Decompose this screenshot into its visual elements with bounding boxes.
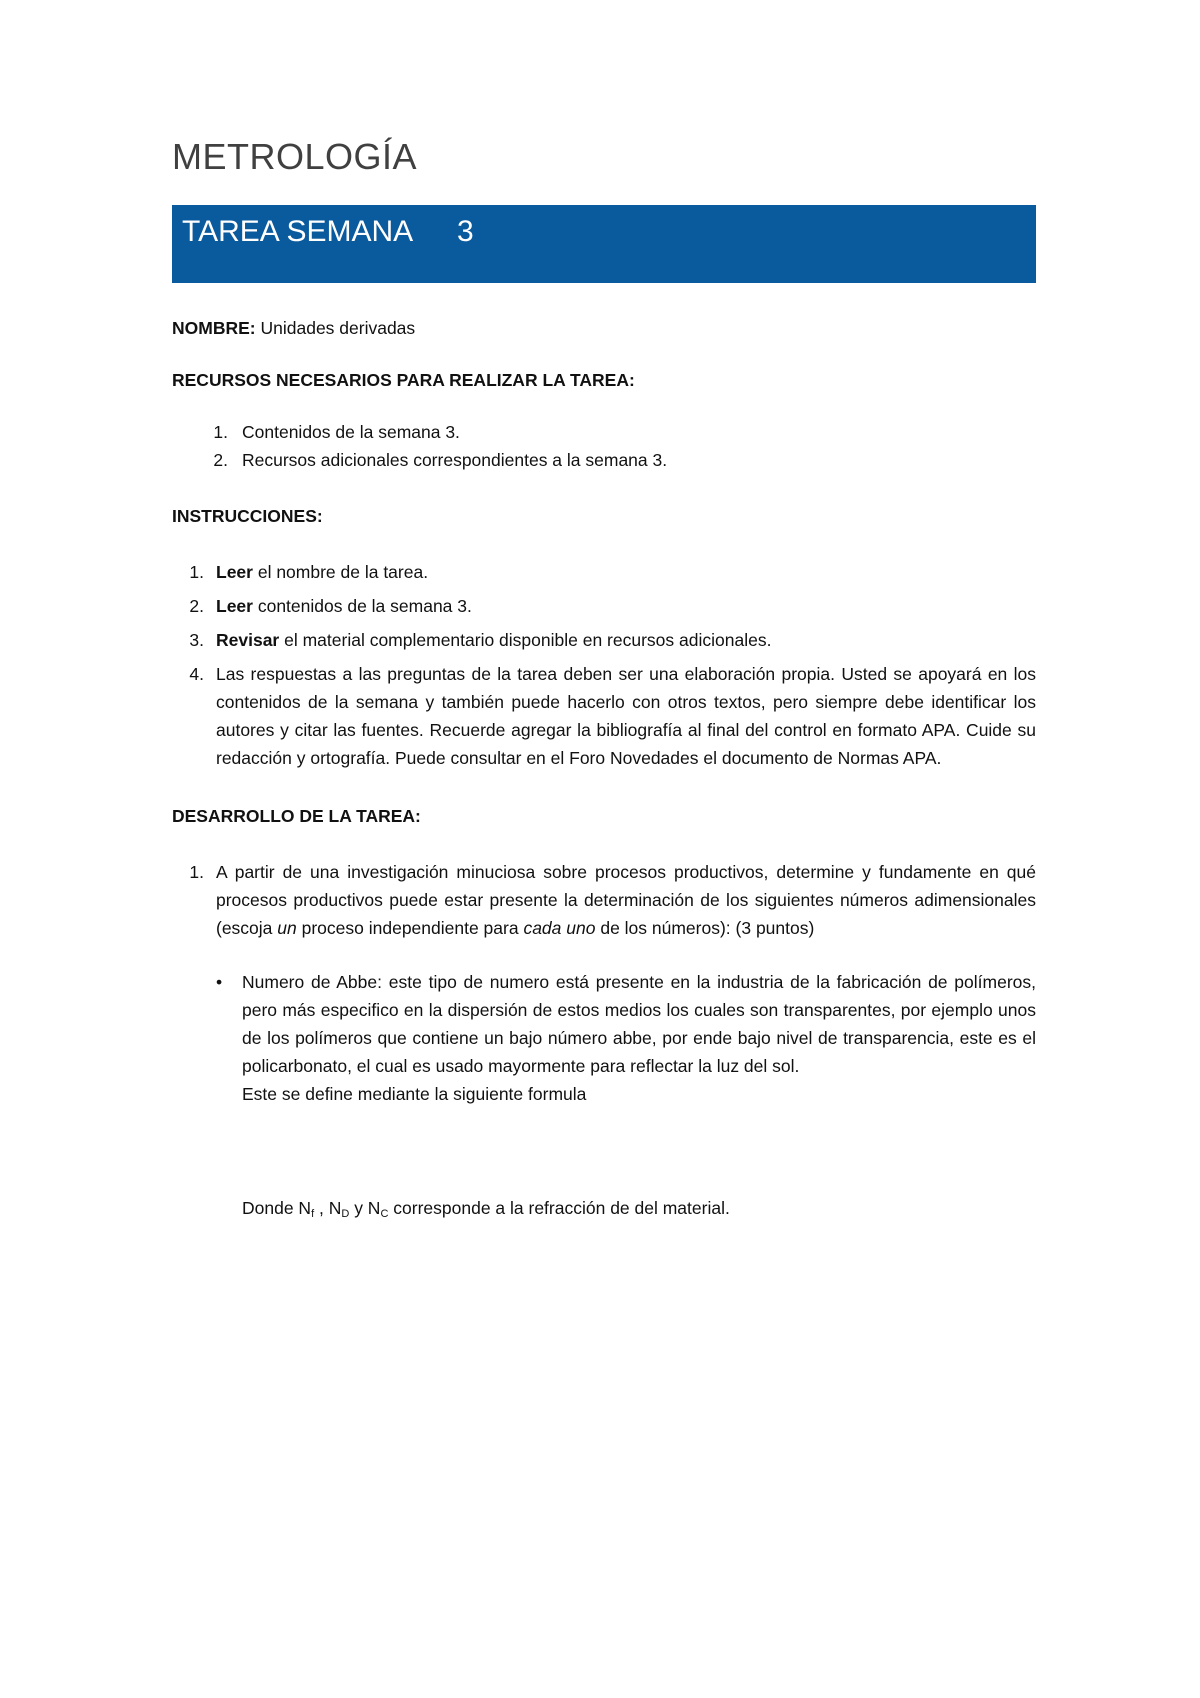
list-number: 4. <box>189 664 204 684</box>
recursos-list <box>172 418 1036 474</box>
explanation-text: , N <box>314 1198 342 1218</box>
question-text-part: proceso independiente para <box>296 918 524 938</box>
document-body <box>172 314 1036 1228</box>
nombre-label: NOMBRE: <box>172 318 256 338</box>
question-text-emphasis: un <box>277 918 297 938</box>
question-item <box>172 858 1036 942</box>
list-number: 1. <box>189 862 204 882</box>
list-item-text: Las respuestas a las preguntas de la tarea deben ser una elaboración propia. Usted se apoyará en los contenidos de la semana y también puede hacerlo con otros textos, pero siempre debe identificar los autores y citar las fuentes. Recuerde agregar la bibliografía al final del control en formato APA. Cuide su redacción y ortografía. Puede consultar en el Foro Novedades el documento de Normas APA. <box>216 664 1036 768</box>
subscript-f: f <box>311 1208 315 1220</box>
list-item-text: el nombre de la tarea. <box>252 562 429 582</box>
list-item <box>172 446 1036 474</box>
answer-text: Numero de Abbe: este tipo de numero está presente en la industria de la fabricación de polímeros, pero más especifico en la dispersión de estos medios los cuales son transparentes, por ejemplo unos de los polímeros que contiene un bajo número abbe, por ende bajo nivel de transparencia, este es el policarbonato, el cual es usado mayormente para reflectar la luz del sol. <box>242 972 1036 1076</box>
list-item <box>172 626 1036 654</box>
explanation-text: Donde N <box>242 1198 312 1218</box>
assignment-banner <box>172 205 1036 283</box>
explanation-text: y N <box>349 1198 381 1218</box>
list-item-text: Contenidos de la semana 3. <box>242 422 460 442</box>
formula-intro: Este se define mediante la siguiente formula <box>242 1084 587 1104</box>
explanation-text: corresponde a la refracción de del material. <box>388 1198 730 1218</box>
list-item <box>172 660 1036 772</box>
list-item <box>172 418 1036 446</box>
bullet-icon: • <box>216 972 223 992</box>
list-number: 2. <box>189 596 204 616</box>
instrucciones-list <box>172 558 1036 772</box>
list-number: 1. <box>189 562 204 582</box>
desarrollo-heading: DESARROLLO DE LA TAREA: <box>172 806 421 826</box>
list-item <box>172 592 1036 620</box>
subscript-c: C <box>380 1208 389 1220</box>
formula-explanation <box>172 1194 1036 1228</box>
nombre-value: Unidades derivadas <box>260 318 416 338</box>
list-item <box>172 558 1036 586</box>
answer-bullet <box>172 968 1036 1108</box>
list-item-text: el material complementario disponible en recursos adicionales. <box>279 630 772 650</box>
list-item-verb: Revisar <box>216 630 280 650</box>
list-number: 3. <box>189 630 204 650</box>
banner-week-number: 3 <box>457 215 474 248</box>
question-text-part: A partir de una investigación minuciosa sobre procesos productivos, determine y fundamente en qué procesos productivos puede estar presente la determinación de los siguientes números adimensionales (escoja <box>216 862 1036 938</box>
instrucciones-heading: INSTRUCCIONES: <box>172 506 323 526</box>
desarrollo-list <box>172 858 1036 942</box>
list-number: 1. <box>213 422 228 442</box>
nombre-line <box>172 314 1036 342</box>
course-title: METROLOGÍA <box>172 136 418 177</box>
question-text-emphasis: cada uno <box>523 918 596 938</box>
question-text-part: de los números): (3 puntos) <box>595 918 815 938</box>
banner-title: TAREA SEMANA <box>182 215 414 248</box>
list-item-text: Recursos adicionales correspondientes a la semana 3. <box>242 450 668 470</box>
list-item-verb: Leer <box>216 596 253 616</box>
recursos-heading: RECURSOS NECESARIOS PARA REALIZAR LA TAREA: <box>172 370 635 390</box>
list-number: 2. <box>213 450 228 470</box>
subscript-d: D <box>341 1208 350 1220</box>
list-item-verb: Leer <box>216 562 253 582</box>
list-item-text: contenidos de la semana 3. <box>252 596 472 616</box>
